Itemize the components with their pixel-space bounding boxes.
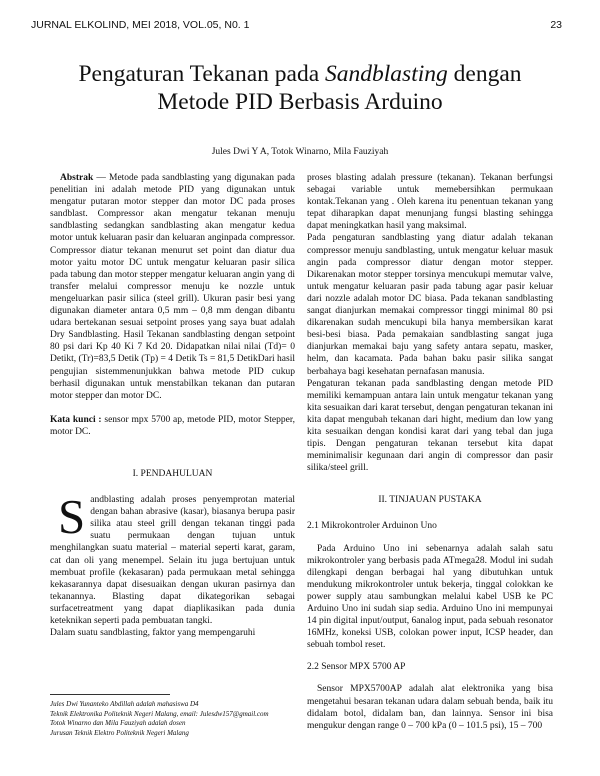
authors: Jules Dwi Y A, Totok Winarno, Mila Fauziyah <box>211 147 389 157</box>
section-heading-literature: II. TINJAUAN PUSTAKA <box>378 495 482 506</box>
footnotes: Jules Dwi Yunanteko Abdillah adalah mahasiswa D4 Teknik Elektronika Politeknik Negeri Malang, email: Julesdw157@gmail.com Totok Winarno dan Mila Fauziyah adalah dosen Jurusan Teknik Elektro Politeknik Negeri Malang <box>50 700 269 737</box>
footnote-rule <box>50 694 170 695</box>
body-paragraph: Pada pengaturan sandblasting yang diatur adalah tekanan compressor menuju sandblasting, untuk mengatur keluar masuk angin pada compressor diatur dengan motor stepper. Dikarenakan motor stepper torsinya mencukupi memutar valve, untuk mengatur keluaran pasir pada tabung agar pasir keluar dari nozzle adalah motor DC biasa. Pada tekanan sandblasting sangat dianjurkan memakai compressor tinggi minimal 80 psi dikarenakan sudah mencukupi bila hanya membersikan karat besi-besi biasa. Pada pemakaian sandblasting sangat juga dianjurkan memakai baju yang safety antara sepatu, masker, helm, dan kacamata. Pada bahan baku pasir silika sangat berbahaya bagi kesehatan pernafasan manusia. <box>307 233 553 377</box>
right-column <box>307 172 553 732</box>
subsection-heading-arduino: 2.1 Mikrokontroler Arduinon Uno <box>307 521 437 532</box>
paper-title: Pengaturan Tekanan pada Sandblasting dengan Metode PID Berbasis Arduino <box>78 61 522 115</box>
subsection-heading-sensor: 2.2 Sensor MPX 5700 AP <box>307 662 406 673</box>
intro-paragraph: Sandblasting adalah proses penyemprotan material dengan bahan abrasive (kasar), biasanya berupa pasir silika atau steel grill dengan tekanan tinggi pada suatu permukaan dengan tujuan untuk menghilangkan suatu material – material seperti karat, garam, cat dan oli yang menempel. Selain itu juga bertujuan untuk membuat profile (kekasaran) pada permukaan metal sehingga kekasarannya dapat disesuaikan dengan ukuran pasirnya dan tekanannya. Blasting dapat dikategorikan sebagai surfacetreatment yang dapat diaplikasikan pada dunia keteknikan seperti pada pembuatan tangki. <box>50 489 295 626</box>
drop-cap: S <box>58 489 86 545</box>
running-header <box>31 18 562 32</box>
body-paragraph: proses blasting adalah pressure (tekanan). Tekanan berfungsi sebagai variable untuk memebersihkan permukaan kontak.Tekanan yang . Oleh karena itu penentuan tekanan yang tepat diharapkan dapat menunjang fungsi blasting sehingga dapat meningkatkan hasil yang maksimal. <box>307 173 553 232</box>
body-paragraph: Pengaturan tekanan pada sandblasting dengan metode PID memiliki kemampuan antara lain untuk mengatur tekanan yang kita sesuaikan dari karat tersebut, dengan pengaturan tekanan ini kita dapat mengubah tekanan dari hight, medium dan low yang kita sesuaikan dengan kondisi karat dari yang tebal dan juga tipis. Dengan pengaturan tekanan tersebut kita dapat meminimalisir kegunaan dari angin di compressor dan pasir silika/steel grill. <box>307 378 553 474</box>
intro-paragraph-2: Dalam suatu sandblasting, faktor yang mempengaruhi <box>50 628 256 639</box>
left-column <box>50 172 295 639</box>
keywords: Kata kunci : sensor mpx 5700 ap, metode PID, motor Stepper, motor DC. <box>50 414 295 437</box>
page-number: 23 <box>550 19 562 31</box>
section-heading-introduction: I. PENDAHULUAN <box>132 468 213 479</box>
abstract: Abstrak — Metode pada sandblasting yang digunakan pada penelitian ini adalah metode PID yang digunakan untuk mengatur putaran motor stepper dan motor DC pada proses sandblast. Compressor akan mengatur tekanan menuju sandblasting sedangkan sandblasting akan mengatur kedua motor untuk keluaran pasir dan keluaran anginpada compressor. Compressor diatur tekanan menurut set point dan diatur dua motor yaitu motor DC untuk mengatur keluaran pasir silica pada tabung dan motor stepper mengatur keluaran angin yang di transfer melalui compressor menuju ke nozzle untuk mengeluarkan pasir silica (steel grill). Ukuran pasir besi yang digunakan diameter antara 0,5 mm – 0,8 mm dengan dibantu udara bertekanan sesuai setpoint proses yang saya buat adalah Dry Sandblasting. Hasil Tekanan sandblasting dengan setpoint 80 psi dari Kp 40 Ki 7 Kd 20. Didapatkan nilai nilai (Td)= 0 Detikt, (Tr)=83,5 Detik (Tp) = 4 Detik Ts = 81,5 DetikDari hasil pengujian sistemmenunjukkan bahwa metode PID cukup berhasil digunakan untuk menstabilkan tekanan dan putaran motor stepper dan motor DC. <box>50 173 295 401</box>
body-paragraph: Pada Arduino Uno ini sebenarnya adalah salah satu mikrokontroler yang berbasis pada ATmega28. Modul ini sudah dilengkapi dengan berbagai hal yang dibutuhkan untuk mendukung mikrokontroler untuk bekerja, tinggal colokkan ke power supply atau sambungkan melalui kabel USB ke PC Arduino Uno ini sudah siap sedia. Arduino Uno ini mempunyai 14 pin digital input/output, 6analog input, pada sebuah resonator 16MHz, koneksi USB, colokan power input, ICSP header, dan sebuah tombol reset. <box>307 543 553 651</box>
body-paragraph: Sensor MPX5700AP adalah alat elektronika yang bisa mengetahui besaran tekanan udara dalam sebuah benda, baik itu didalam botol, didalam ban, dan lainnya. Sensor ini bisa mengukur dengan range 0 – 700 kPa (0 – 101.5 psi), 15 – 700 <box>307 684 553 731</box>
journal-name: JURNAL ELKOLIND, MEI 2018, VOL.05, N0. 1 <box>31 19 250 31</box>
